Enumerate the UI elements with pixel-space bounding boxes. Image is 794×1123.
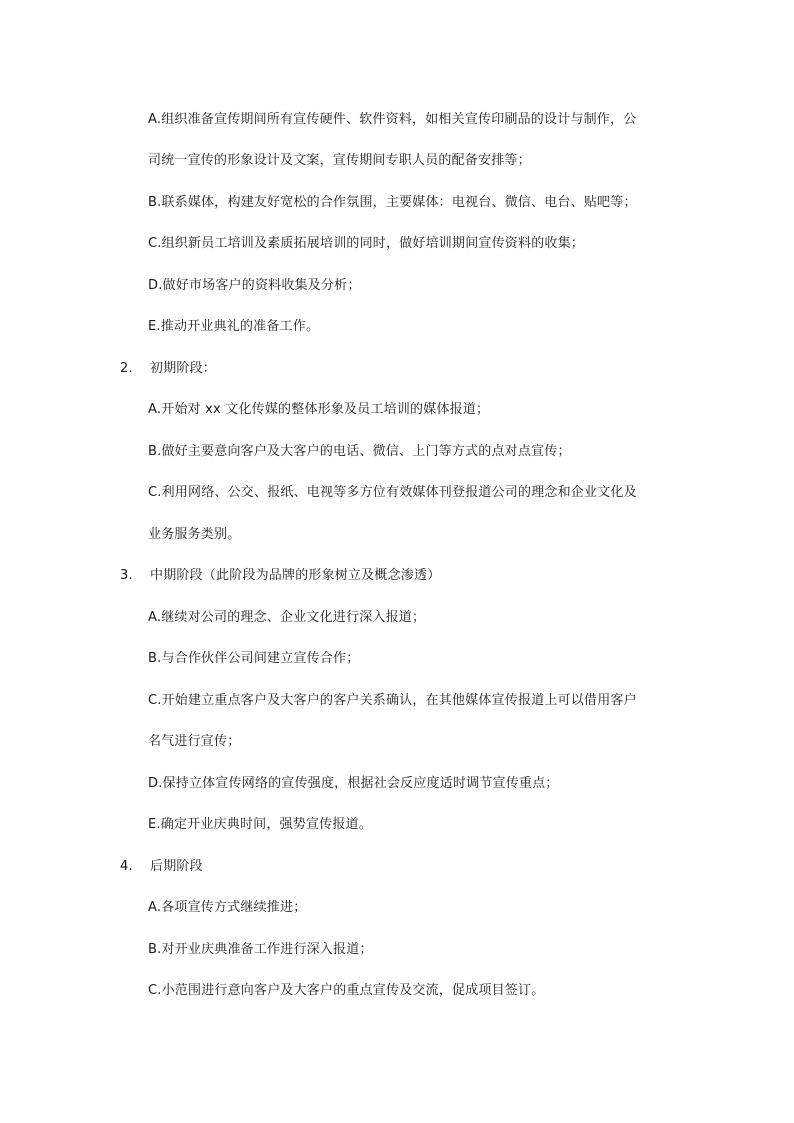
section3-item-c-line2: 名气进行宣传； [148, 734, 241, 749]
section4-item-b: B.对开业庆典准备工作进行深入报道； [148, 942, 373, 957]
section4-item-a: A.各项宣传方式继续推进； [148, 900, 307, 915]
section4-number: 4. [120, 859, 133, 874]
section2-item-b: B.做好主要意向客户及大客户的电话、微信、上门等方式的点对点宣传； [148, 444, 571, 459]
section3-item-c-line1: C.开始建立重点客户及大客户的客户关系确认，在其他媒体宣传报道上可以借用客户 [148, 693, 637, 708]
section3-heading: 中期阶段（此阶段为品牌的形象树立及概念渗透） [150, 568, 441, 583]
section2-item-a: A.开始对 xx 文化传媒的整体形象及员工培训的媒体报道； [148, 402, 490, 417]
section1-item-b: B.联系媒体，构建友好宽松的合作氛围，主要媒体：电视台、微信、电台、贴吧等； [148, 195, 637, 210]
section1-item-a-line1: A.组织准备宣传期间所有宣传硬件、软件资料，如相关宣传印刷品的设计与制作，公 [148, 112, 637, 127]
section3-item-b: B.与合作伙伴公司间建立宣传合作； [148, 651, 360, 666]
section4-heading: 后期阶段 [150, 859, 203, 874]
section3-item-a: A.继续对公司的理念、企业文化进行深入报道； [148, 610, 426, 625]
section1-item-e: E.推动开业典礼的准备工作。 [148, 319, 320, 334]
section1-item-d: D.做好市场客户的资料收集及分析； [148, 278, 361, 293]
section2-item-c-line2: 业务服务类别。 [148, 527, 241, 542]
section2-item-c-line1: C.利用网络、公交、报纸、电视等多方位有效媒体刊登报道公司的理念和企业文化及 [148, 485, 637, 500]
section3-item-e: E.确定开业庆典时间，强势宣传报道。 [148, 817, 372, 832]
section1-item-a-line2: 司统一宣传的形象设计及文案，宣传期间专职人员的配备安排等； [148, 153, 531, 168]
section2-heading: 初期阶段： [150, 361, 217, 376]
section3-item-d: D.保持立体宣传网络的宣传强度，根据社会反应度适时调节宣传重点； [148, 776, 559, 791]
section2-number: 2. [120, 361, 133, 376]
section1-item-c: C.组织新员工培训及素质拓展培训的同时，做好培训期间宣传资料的收集； [148, 236, 585, 251]
section3-number: 3. [120, 568, 133, 583]
section4-item-c: C.小范围进行意向客户及大客户的重点宣传及交流，促成项目签订。 [148, 983, 545, 998]
